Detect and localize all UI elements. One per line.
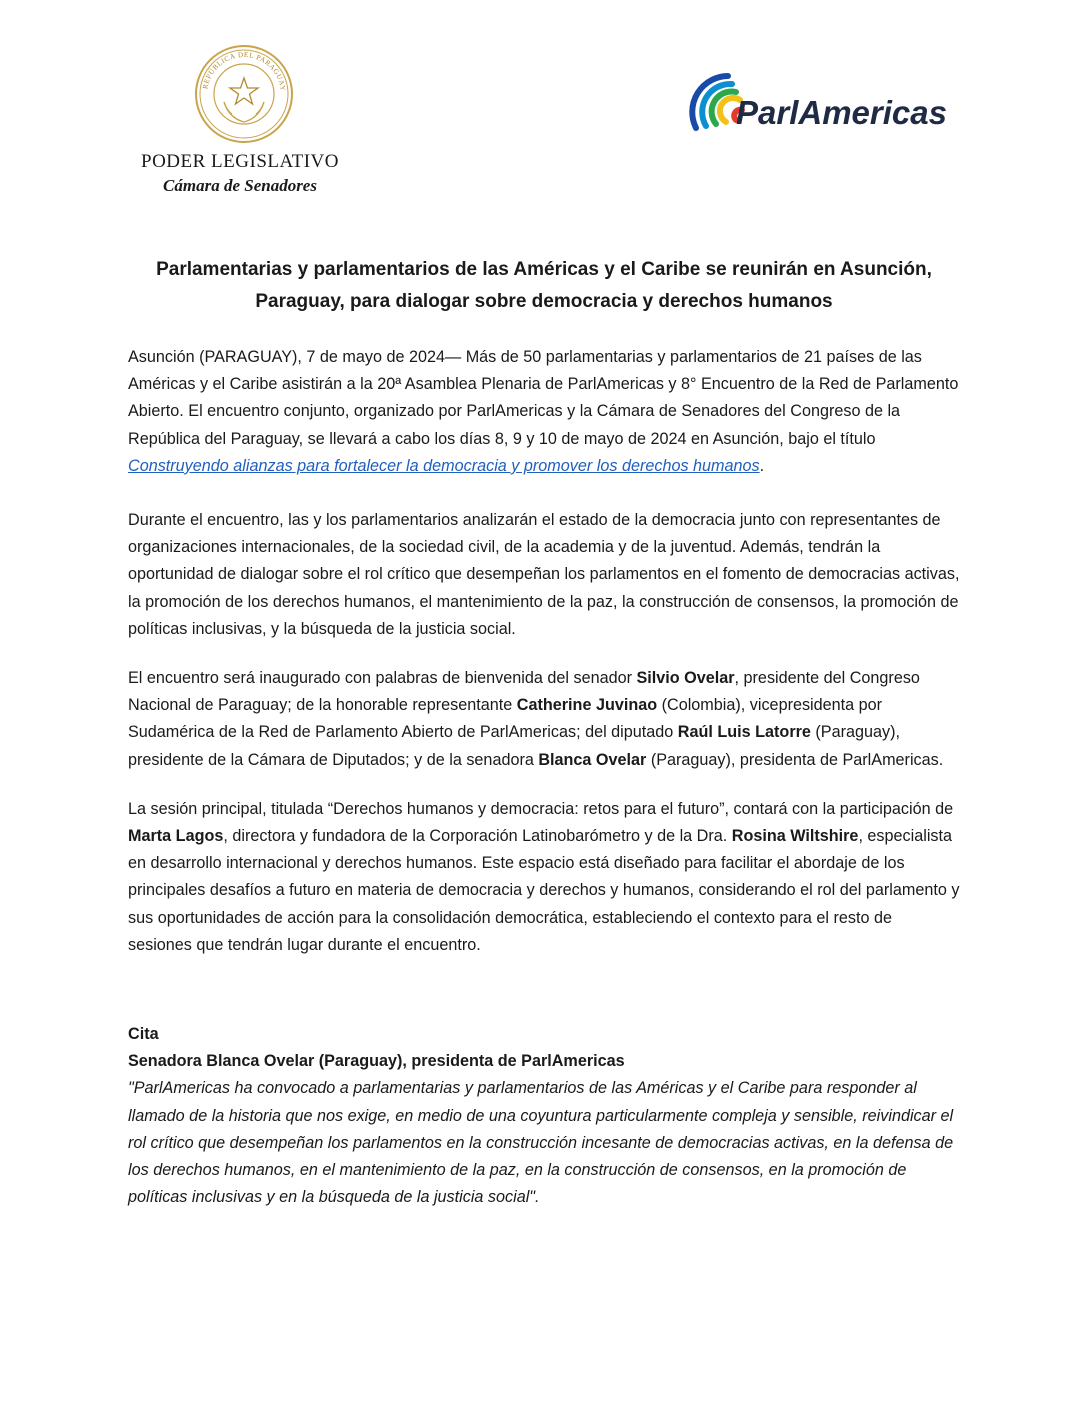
opening-text-2: , presidente del Congreso Nacional de Paraguay; de la honorable representante [128, 669, 920, 715]
speaker-name: Rosina Wiltshire [731, 827, 859, 846]
session-text-2: , directora y fundadora de la Corporación Latinobarómetro y de la Dra. [223, 827, 732, 846]
event-title-link[interactable]: Construyendo alianzas para fortalecer la democracia y promover los derechos humanos [128, 456, 760, 475]
opening-text-4: (Paraguay), presidente de la Cámara de Diputados; y de la senadora [128, 723, 900, 769]
logo-text: ParlAmericas [736, 94, 947, 131]
paragraph-intro [128, 344, 960, 480]
seal-org-line1: PODER LEGISLATIVO [141, 151, 339, 172]
speaker-name: Marta Lagos [128, 827, 224, 846]
speaker-name: Catherine Juvinao [516, 696, 658, 715]
session-text-3: , especialista en desarrollo internacional y derechos humanos. Este espacio está diseñado para facilitar el abordaje de los principales desafíos a futuro en materia de democracia y derechos y humanos, considerando el rol del parlamento y sus oportunidades de acción para la consolidación democrática, estableciendo el contexto para el resto de sesiones que tendrán lugar durante el encuentro. [128, 827, 960, 954]
quote-section [128, 1021, 960, 1211]
session-text-1: La sesión principal, titulada “Derechos humanos y democracia: retos para el futuro”, contará con la participación de [128, 799, 954, 818]
parlamericas-logo [684, 68, 964, 148]
paragraph-intro-end: . [759, 456, 765, 475]
paragraph-main-session [128, 796, 960, 959]
seal-ring-text: REPÚBLICA DEL PARAGUAY [201, 50, 287, 92]
speaker-name: Raúl Luis Latorre [677, 723, 811, 742]
page-title: Parlamentarias y parlamentarios de las Américas y el Caribe se reunirán en Asunción, Paraguay, para dialogar sobre democracia y derechos humanos [156, 259, 932, 312]
speaker-name: Blanca Ovelar [538, 750, 647, 769]
quote-label: Cita [128, 1025, 159, 1044]
press-release-body [128, 254, 960, 1211]
speaker-name: Silvio Ovelar [636, 669, 735, 688]
opening-text-5: (Paraguay), presidenta de ParlAmericas. [646, 750, 944, 769]
seal-org-line2: Cámara de Senadores [163, 176, 317, 195]
paragraph-opening [128, 665, 960, 774]
senate-seal-icon [194, 44, 294, 144]
paragraph-intro-text: Asunción (PARAGUAY), 7 de mayo de 2024— Más de 50 parlamentarias y parlamentarios de 21 países de las Américas y el Caribe asistirán a la 20ª Asamblea Plenaria de ParlAmericas y 8° Encuentro de la Red de Parlamento Abierto. El encuentro conjunto, organizado por ParlAmericas y la Cámara de Senadores del Congreso de la República del Paraguay, se llevará a cabo los días 8, 9 y 10 de mayo de 2024 en Asunción, bajo el título [128, 348, 959, 448]
opening-text-1: El encuentro será inaugurado con palabras de bienvenida del senador [128, 669, 637, 688]
paragraph-agenda: Durante el encuentro, las y los parlamentarios analizarán el estado de la democracia junto con representantes de organizaciones internacionales, de la sociedad civil, de la academia y de la juventud. Además, tendrán la oportunidad de dialogar sobre el rol crítico que desempeñan los parlamentos en el fomento de democracias activas, la promoción de los derechos humanos, el mantenimiento de la paz, la construcción de consensos, la promoción de políticas inclusivas, y la búsqueda de la justicia social. [128, 511, 960, 638]
quote-speaker: Senadora Blanca Ovelar (Paraguay), presidenta de ParlAmericas [128, 1052, 625, 1071]
opening-text-3: (Colombia), vicepresidenta por Sudamérica de la Red de Parlamento Abierto de ParlAmericas; del diputado [128, 696, 883, 742]
quote-text: "ParlAmericas ha convocado a parlamentarias y parlamentarios de las Américas y el Caribe para responder al llamado de la historia que nos exige, en medio de una coyuntura particularmente compleja y sensible, reivindicar el rol crítico que desempeñan los parlamentos en la construcción incesante de democracias activas, en la defensa de los derechos humanos, en el mantenimiento de la paz, en la construcción de consensos, en la promoción de políticas inclusivas y en la búsqueda de la justicia social". [128, 1079, 954, 1207]
